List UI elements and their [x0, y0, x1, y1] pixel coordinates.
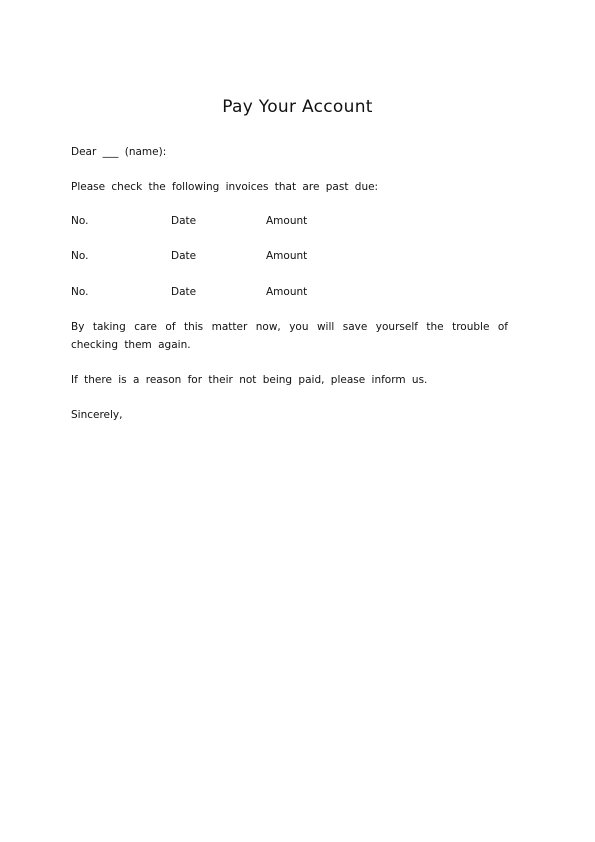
- invoice-row: [71, 283, 508, 301]
- intro-text: Please check the following invoices that are past due:: [71, 181, 379, 193]
- invoice-row: [71, 212, 508, 230]
- invoice-number-label: No.: [71, 286, 89, 298]
- invoice-number-label: No.: [71, 215, 89, 227]
- invoice-date-label: Date: [171, 286, 197, 298]
- signoff: Sincerely,: [71, 409, 123, 421]
- invoice-amount-label: Amount: [266, 250, 308, 262]
- reason-paragraph: If there is a reason for their not being paid, please inform us.: [71, 374, 428, 386]
- invoice-date-label: Date: [171, 215, 197, 227]
- invoice-number-label: No.: [71, 250, 89, 262]
- salutation: Dear ___ (name):: [71, 146, 167, 158]
- invoice-amount-label: Amount: [266, 215, 308, 227]
- invoice-amount-label: Amount: [266, 286, 308, 298]
- invoice-date-label: Date: [171, 250, 197, 262]
- request-paragraph: By taking care of this matter now, you will save yourself the trouble of checking them again.: [71, 321, 508, 351]
- letter-title: Pay Your Account: [222, 97, 373, 117]
- invoice-row: [71, 247, 508, 265]
